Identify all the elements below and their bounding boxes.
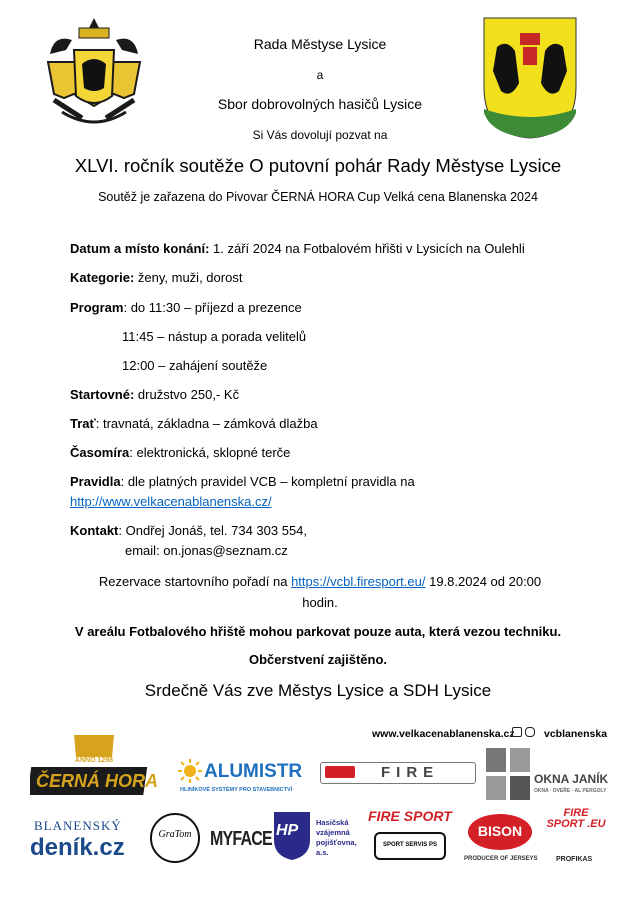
social-icons	[512, 727, 535, 737]
firesport-eu-logo	[546, 808, 606, 866]
parking-note: V areálu Fotbalového hřiště mohou parkovat pouze auta, která vezou techniku.	[74, 624, 562, 639]
instagram-icon	[525, 727, 535, 737]
alumistr-name: ALUMISTR	[204, 761, 303, 782]
date-row	[70, 241, 525, 256]
cerna-hora-year: ANNO 1298	[74, 757, 114, 764]
timing-value: : elektronická, sklopné terče	[129, 445, 291, 460]
firesport-logo	[364, 808, 456, 864]
reservation-link[interactable]: https://vcbl.firesport.eu/	[291, 574, 426, 589]
fire-red-bar-icon	[325, 766, 355, 778]
date-label: Datum a místo konání:	[70, 241, 210, 256]
fire-brigade-emblem-icon	[44, 14, 144, 132]
program-first: : do 11:30 – příjezd a prezence	[123, 300, 302, 315]
date-value: 1. září 2024 na Fotbalovém hřišti v Lysicích na Oulehli	[209, 241, 525, 256]
hasicska-name: Hasičská vzájemná pojišťovna, a.s.	[316, 818, 357, 857]
closing-invitation: Srdečně Vás zve Městys Lysice a SDH Lysice	[144, 681, 492, 700]
program-label: Program	[70, 300, 124, 315]
okna-janik-tagline: OKNA · DVEŘE · AL PERGOLY	[534, 788, 607, 794]
alumistr-logo	[178, 759, 314, 799]
contact-email: email: on.jonas@seznam.cz	[125, 543, 288, 558]
cerna-hora-crown-icon	[30, 733, 158, 803]
bison-logo	[462, 814, 538, 866]
gratom-name: GraTom	[158, 829, 192, 840]
rules-value: : dle platných pravidel VCB – kompletní pravidla na	[120, 474, 415, 489]
okna-janik-logo	[486, 748, 609, 800]
reservation-line2: hodin.	[302, 595, 338, 610]
invitation-line: Si Vás dovolují pozvat na	[252, 128, 388, 142]
fire-logo	[320, 762, 476, 784]
category-value: ženy, muži, dorost	[134, 270, 243, 285]
event-title: XLVI. ročník soutěže O putovní pohár Rady Městyse Lysice	[74, 155, 562, 176]
bison-tagline: PRODUCER OF JERSEYS	[464, 856, 538, 862]
reservation-after: 19.8.2024 od 20:00	[425, 574, 542, 589]
fee-row	[70, 387, 239, 402]
hp-name: HP	[276, 822, 299, 839]
bison-name: BISON	[477, 823, 523, 839]
program-third: 12:00 – zahájení soutěže	[122, 358, 268, 373]
timing-row	[70, 445, 290, 460]
reservation-before: Rezervace startovního pořadí na	[98, 574, 292, 589]
category-label: Kategorie:	[70, 270, 135, 285]
fire-name: FIRE	[381, 764, 440, 781]
category-row	[70, 270, 242, 285]
contact-value: : Ondřej Jonáš, tel. 734 303 554,	[118, 523, 308, 538]
cerna-hora-logo	[30, 733, 158, 803]
blanensky-denik-logo	[30, 818, 148, 864]
blanensky-text: BLANENSKÝ	[34, 818, 122, 833]
contact-row	[70, 523, 307, 538]
organizer-fire-brigade: Sbor dobrovolných hasičů Lysice	[217, 96, 423, 112]
social-handle: vcblanenska	[544, 728, 608, 740]
conjunction-text: a	[316, 68, 324, 82]
sport-servis-badge	[374, 832, 446, 860]
cerna-hora-name: ČERNÁ HORA	[36, 771, 159, 791]
rules-link[interactable]: http://www.velkacenablanenska.cz/	[70, 494, 272, 509]
firesport-name: FIRE SPORT	[368, 808, 452, 824]
youtube-icon	[512, 727, 522, 737]
program-second: 11:45 – nástup a porada velitelů	[122, 329, 307, 344]
okna-janik-window-icon	[486, 748, 532, 800]
hasicska-pojistovna-logo	[272, 810, 356, 864]
firesport-eu-name: FIRE SPORT .EU	[546, 807, 606, 830]
reservation-text	[60, 571, 580, 613]
gratom-logo	[150, 813, 200, 863]
track-label: Trať	[70, 416, 96, 431]
program-row	[70, 300, 302, 315]
rules-label: Pravidla	[70, 474, 121, 489]
sponsor-website: www.velkacenablanenska.cz	[372, 728, 515, 740]
timing-label: Časomíra	[70, 445, 130, 460]
rules-row	[70, 474, 415, 489]
refreshment-note: Občerstvení zajištěno.	[249, 652, 387, 667]
okna-janik-name: OKNA JANÍK	[534, 772, 609, 786]
lysice-coat-of-arms-icon	[483, 17, 577, 139]
fee-label: Startovné:	[70, 387, 135, 402]
alumistr-tagline: HLINÍKOVÉ SYSTÉMY PRO STAVEBNICTVÍ	[180, 787, 293, 793]
organizer-council: Rada Městyse Lysice	[253, 36, 387, 52]
myface-logo	[210, 820, 272, 864]
sport-servis-name: SPORT SERVIS PS	[383, 842, 437, 848]
contact-label: Kontakt	[70, 523, 119, 538]
track-row	[70, 416, 318, 431]
profikas-name: PROFIKAS	[556, 856, 593, 863]
track-value: : travnatá, základna – zámková dlažba	[95, 416, 318, 431]
denik-text: deník.cz	[30, 834, 125, 861]
fee-value: družstvo 250,- Kč	[134, 387, 240, 402]
myface-name: MYFACE	[210, 828, 272, 850]
event-subtitle: Soutěž je zařazena do Pivovar ČERNÁ HORA Cup Velká cena Blanenska 2024	[98, 190, 538, 204]
alumistr-sun-icon	[178, 759, 202, 783]
